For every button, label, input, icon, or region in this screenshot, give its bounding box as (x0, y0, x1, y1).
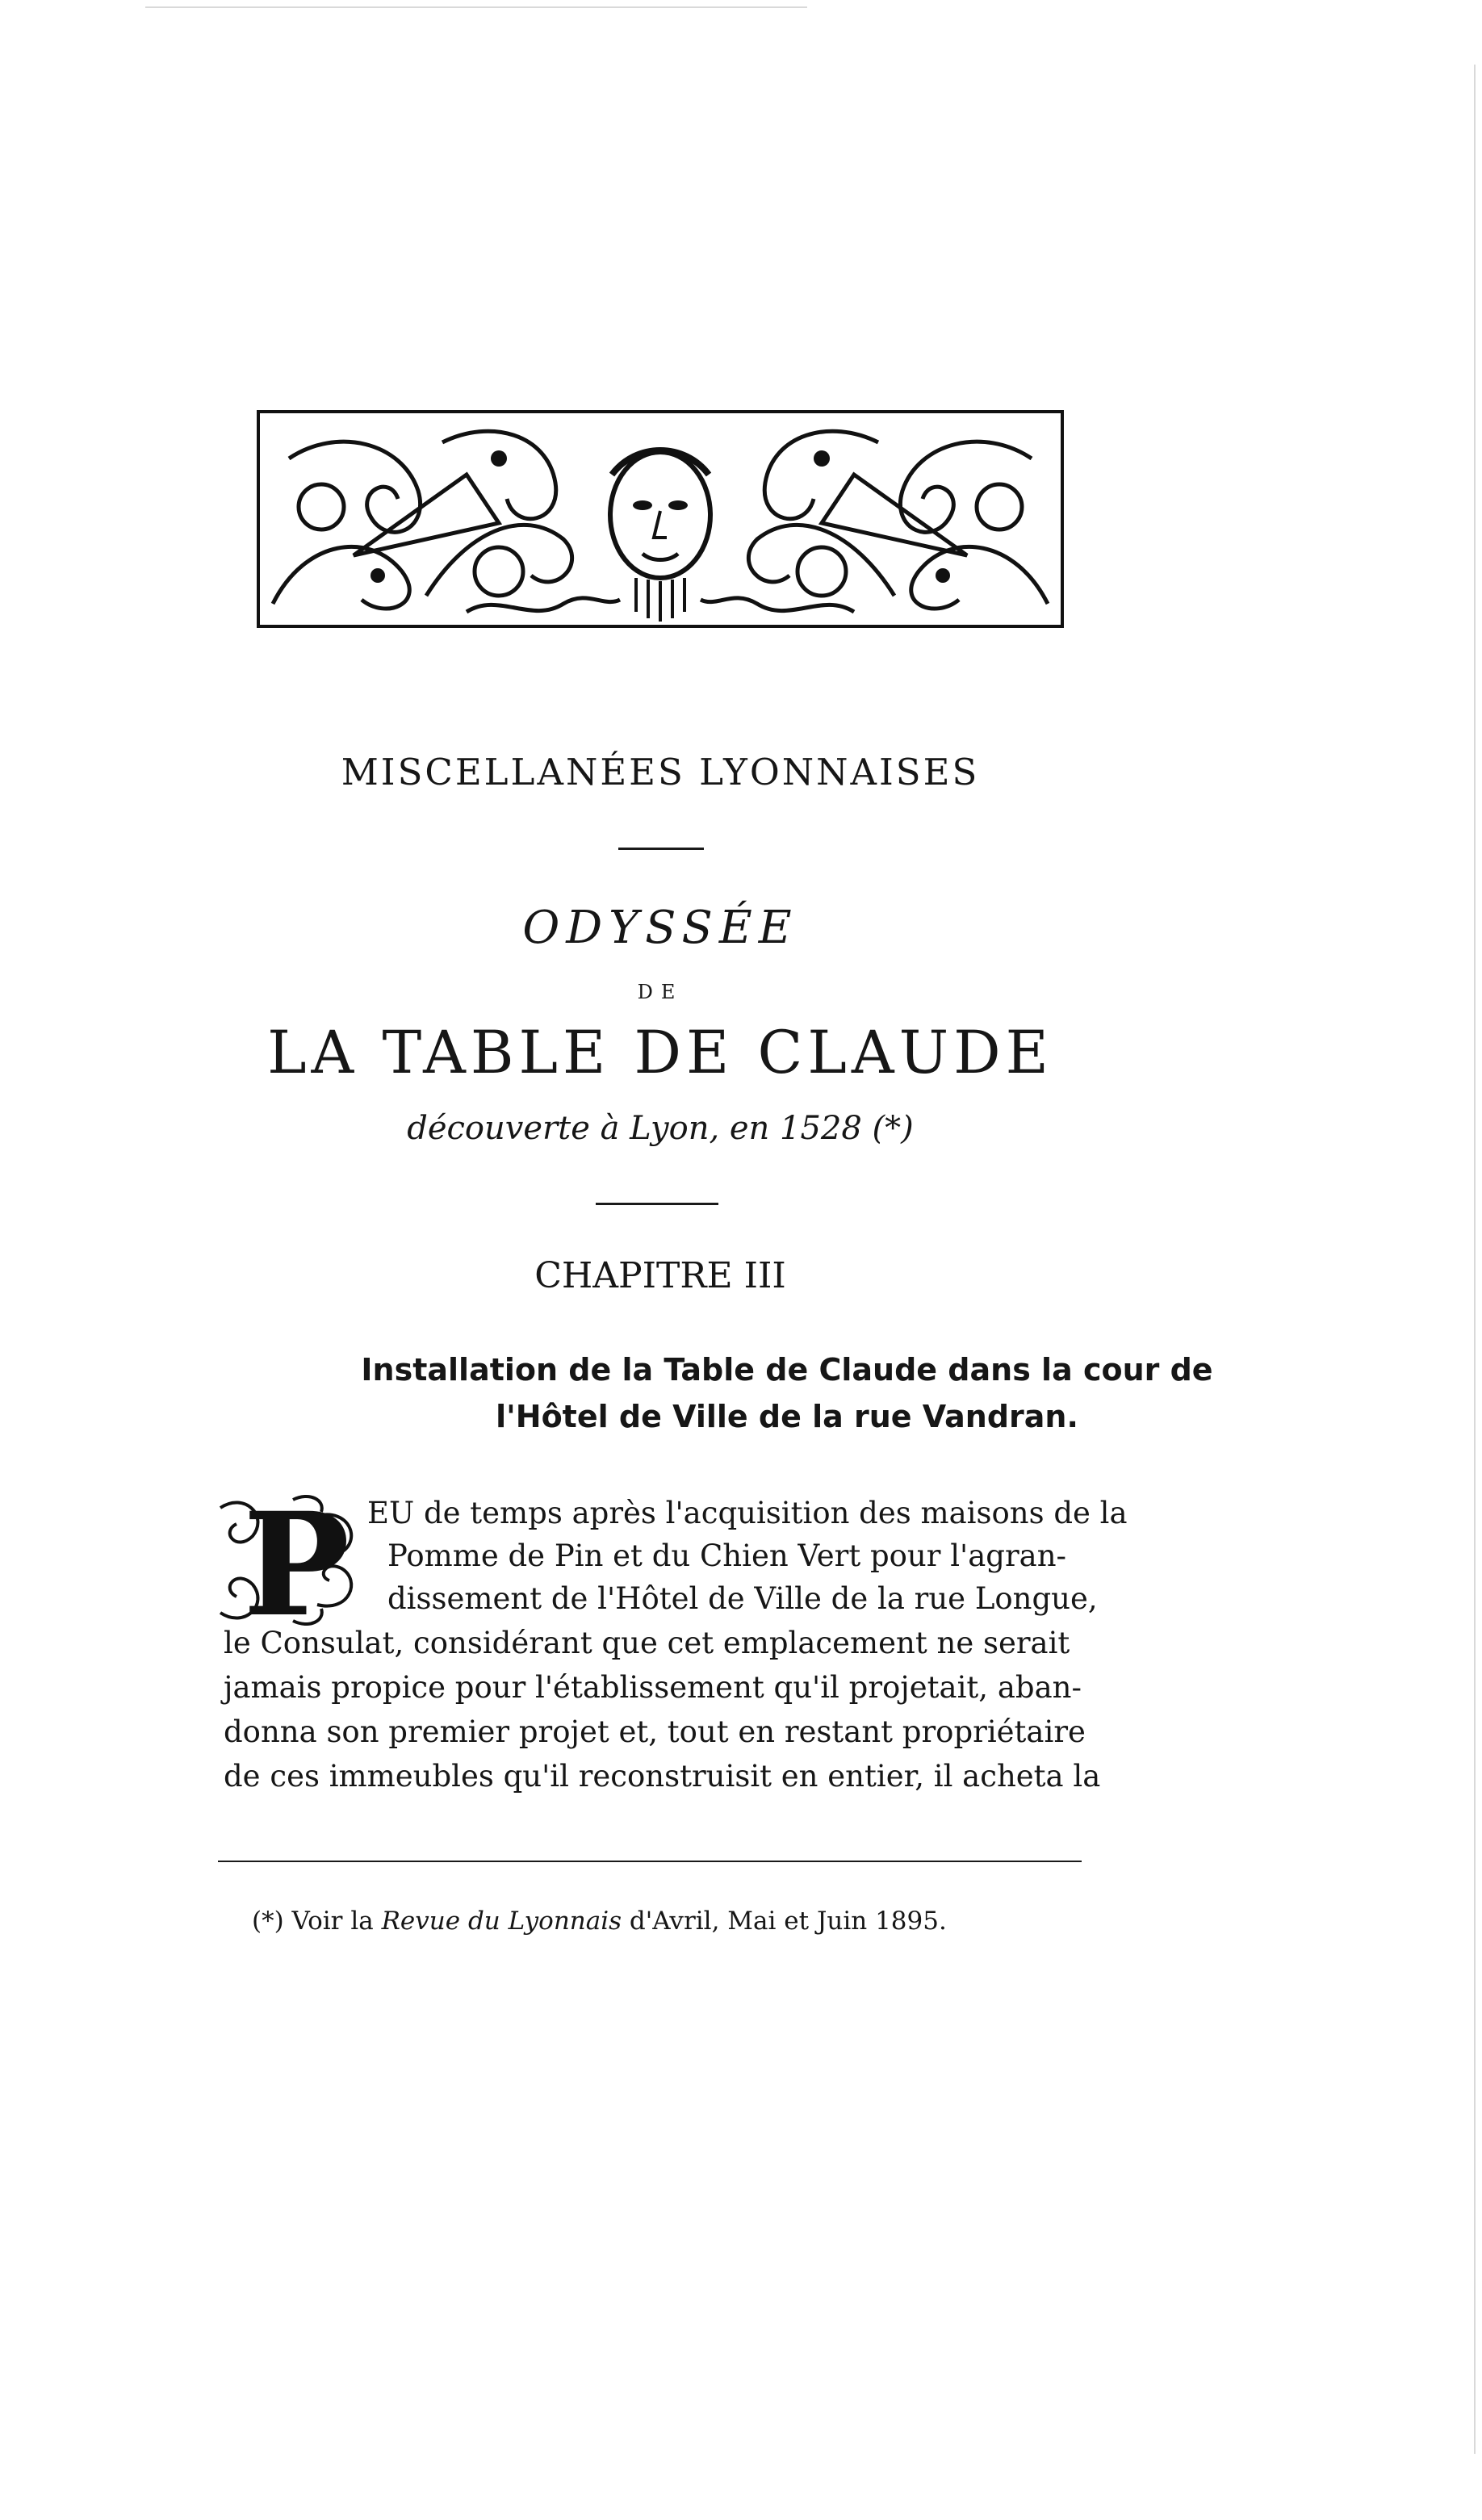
title-subtitle: découverte à Lyon, en 1528 (*) (407, 1110, 914, 1147)
footnote-rule (218, 1861, 1082, 1862)
body-line-3: dissement de l'Hôtel de Ville de la rue Longue, (387, 1581, 1098, 1616)
dropcap-flourish-icon (212, 1492, 366, 1629)
footnote-text-after: d'Avril, Mai et Juin 1895. (622, 1907, 947, 1936)
body-line-5: jamais propice pour l'établissement qu'il projetait, aban- (224, 1670, 1082, 1705)
body-line-7: de ces immeubles qu'il reconstruisit en entier, il acheta la (224, 1759, 1101, 1794)
title-de: DE (637, 981, 684, 1003)
body-line-1: EU de temps après l'acquisition des maisons de la (367, 1496, 1128, 1530)
divider-rule-2 (596, 1203, 718, 1205)
chapter-heading (218, 1346, 1356, 1440)
chapter-heading-line-1: Installation de la Table de Claude dans la cour de (361, 1352, 1213, 1388)
title-main: LA TABLE DE CLAUDE (267, 1019, 1053, 1087)
ornamental-headpiece (257, 410, 1064, 628)
body-line-4: le Consulat, considérant que cet emplacement ne serait (224, 1626, 1070, 1660)
dropcap-letter: P (243, 1492, 350, 1629)
footnote-text-before: (*) Voir la (252, 1907, 382, 1936)
footnote-journal-title: Revue du Lyonnais (381, 1907, 622, 1936)
divider-rule-1 (618, 848, 704, 850)
body-line-2: Pomme de Pin et du Chien Vert pour l'agran- (387, 1538, 1067, 1573)
chapter-number: CHAPITRE III (534, 1255, 786, 1296)
chapter-heading-line-2: l'Hôtel de Ville de la rue Vandran. (496, 1399, 1078, 1434)
scan-edge-right (1474, 65, 1476, 2454)
series-title: MISCELLANÉES LYONNAISES (341, 751, 980, 793)
title-odyssee: ODYSSÉE (522, 902, 798, 954)
dropcap-ornament (212, 1492, 366, 1629)
scan-edge-top (145, 6, 807, 8)
footnote (252, 1907, 947, 1936)
body-line-6: donna son premier projet et, tout en restant propriétaire (224, 1714, 1086, 1749)
